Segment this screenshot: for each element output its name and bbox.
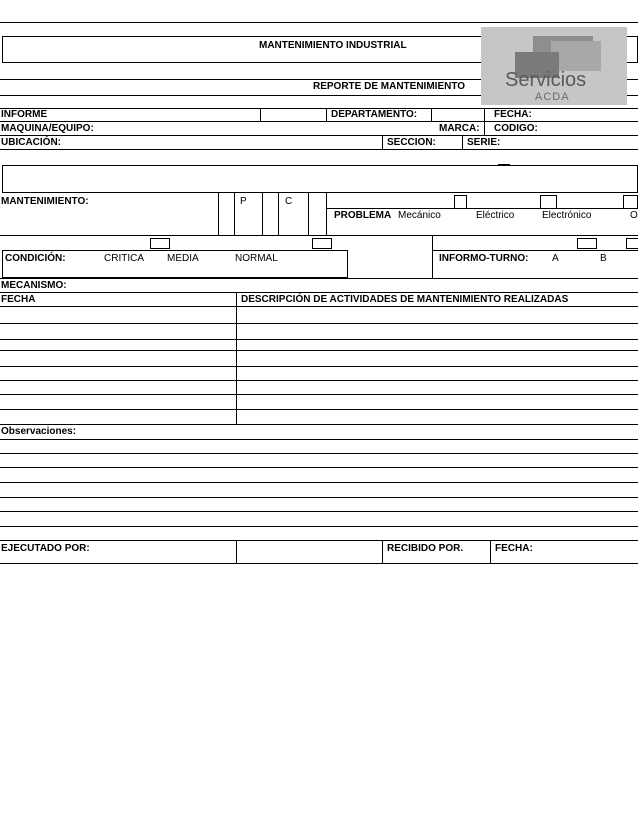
blank-section-box [2, 165, 638, 193]
table-row [0, 409, 638, 410]
checkbox-turno-b[interactable] [626, 238, 638, 249]
table-row [0, 380, 638, 381]
label-ejecutado-por: EJECUTADO POR: [1, 543, 90, 554]
checkbox-normal[interactable] [312, 238, 332, 249]
label-footer-fecha: FECHA: [495, 543, 533, 554]
table-row [0, 339, 638, 340]
label-ubicacion: UBICACIÓN: [1, 137, 61, 148]
label-maquina-equipo: MAQUINA/EQUIPO: [1, 123, 94, 134]
label-condicion: CONDICIÓN: [5, 253, 66, 264]
option-critica[interactable]: CRITICA [104, 253, 144, 264]
label-seccion: SECCION: [387, 137, 436, 148]
checkbox-turno-a[interactable] [577, 238, 597, 249]
table-row [0, 306, 638, 307]
table-row [0, 394, 638, 395]
label-marca: MARCA: [439, 123, 480, 134]
table-row [0, 350, 638, 351]
label-mantenimiento: MANTENIMIENTO: [1, 196, 89, 207]
label-serie: SERIE: [467, 137, 501, 148]
checkbox-electrico[interactable] [540, 195, 557, 209]
label-codigo: CODIGO: [494, 123, 538, 134]
option-electronico[interactable]: Electrónico [542, 210, 592, 221]
table-row [0, 323, 638, 324]
form-subtitle: REPORTE DE MANTENIMIENTO [313, 81, 466, 92]
table-row [0, 424, 638, 425]
option-normal[interactable]: NORMAL [235, 253, 278, 264]
checkbox-mecanico[interactable] [454, 195, 467, 209]
label-departamento: DEPARTAMENTO: [331, 109, 418, 120]
option-mecanico[interactable]: Mecánico [398, 210, 441, 221]
option-electrico[interactable]: Eléctrico [476, 210, 515, 221]
label-mecanismo: MECANISMO: [1, 280, 67, 291]
label-fecha: FECHA: [494, 109, 532, 120]
option-turno-b[interactable]: B [600, 253, 607, 264]
label-observaciones: Observaciones: [1, 426, 77, 437]
label-informo-turno: INFORMO-TURNO: [439, 253, 529, 264]
option-turno-a[interactable]: A [552, 253, 559, 264]
logo-sub-text: ACDA [535, 91, 570, 103]
logo-brand-text: Servicios [505, 69, 587, 91]
option-media[interactable]: MEDIA [167, 253, 199, 264]
option-p[interactable]: P [240, 196, 247, 207]
label-recibido-por: RECIBIDO POR. [387, 543, 464, 554]
col-fecha: FECHA [1, 294, 36, 305]
form-title: MANTENIMIENTO INDUSTRIAL [259, 40, 407, 51]
col-descripcion: DESCRIPCIÓN DE ACTIVIDADES DE MANTENIMIENTO REALIZADAS [241, 294, 569, 305]
table-row [0, 366, 638, 367]
company-logo [481, 27, 627, 105]
option-c[interactable]: C [285, 196, 293, 207]
label-informe: INFORME [1, 109, 48, 120]
label-problema: PROBLEMA [334, 210, 392, 221]
option-otro[interactable]: O [630, 210, 638, 221]
checkbox-electronico[interactable] [623, 195, 638, 209]
checkbox-critica[interactable] [150, 238, 170, 249]
